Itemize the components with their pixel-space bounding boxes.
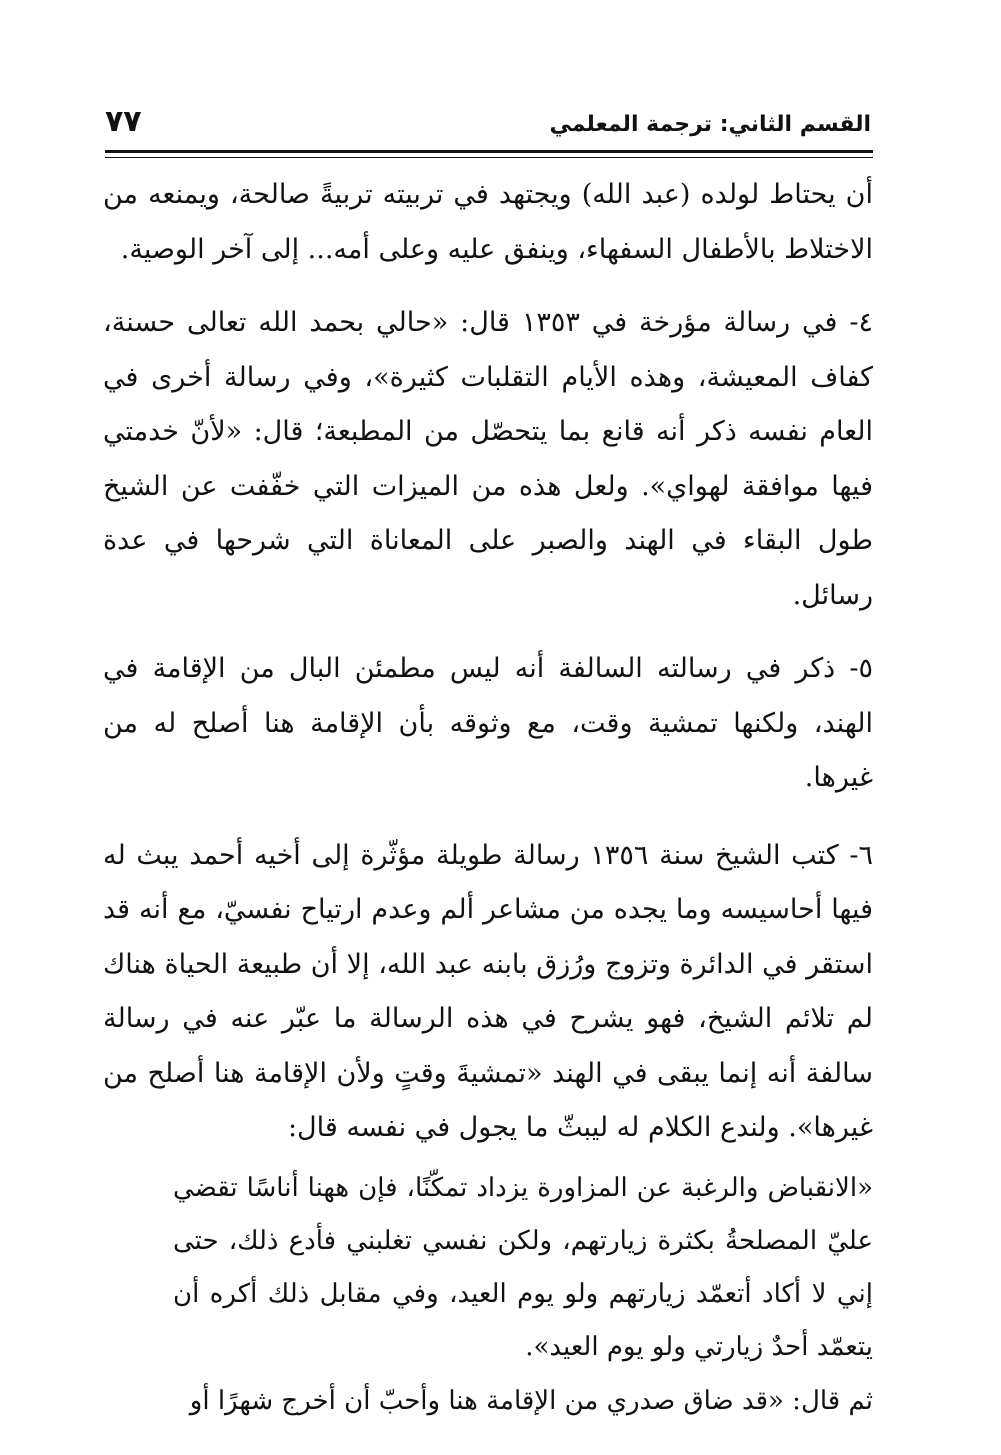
block-quote: «الانقباض والرغبة عن المزاورة يزداد تمكّنًا، فإن ههنا أناسًا تقضي عليّ المصلحةُ بكثرة زيارتهم، ولكن نفسي تغلبني فأدع ذلك، حتى إني لا أكاد أتعمّد زيارتهم ولو يوم العيد، وفي مقابل ذلك أكره أن يتعمّد أحدٌ زيارتي ولو يوم العيد». <box>173 1172 873 1362</box>
paragraph-item-6: ٦- كتب الشيخ سنة ١٣٥٦ رسالة طويلة مؤثّرة إلى أخيه أحمد يبث له فيها أحاسيسه وما يجده من مشاعر ألم وعدم ارتياح نفسيّ، مع أنه قد استقر في الدائرة وتزوج ورُزق بابنه عبد الله، إلا أن طبيعة الحياة هناك لم تلائم الشيخ، فهو يشرح في هذه الرسالة ما عبّر عنه في رسالة سالفة أنه إنما يبقى في الهند «تمشيةَ وقتٍ ولأن الإقامة هنا أصلح من غيرها». ولندع الكلام له ليبثّ ما يجول في نفسه قال: <box>103 839 873 1143</box>
page-number: ٧٧ <box>105 104 142 139</box>
paragraph-continuation: أن يحتاط لولده (عبد الله) ويجتهد في تربيته تربيةً صالحة، ويمنعه من الاختلاط بالأطفال السفهاء، وينفق عليه وعلى أمه... إلى آخر الوصية. <box>103 179 873 265</box>
page-body <box>103 168 873 1428</box>
paragraph-item-5: ٥- ذكر في رسالته السالفة أنه ليس مطمئن البال من الإقامة في الهند، ولكنها تمشية وقت، مع وثوقه بأن الإقامة هنا أصلح له من غيرها. <box>103 653 873 793</box>
header-rule-thick <box>105 150 873 153</box>
header-title: القسم الثاني: ترجمة المعلمي <box>549 112 871 137</box>
closing-line: ثم قال: «قد ضاق صدري من الإقامة هنا وأحبّ أن أخرج شهرًا أو <box>189 1385 873 1416</box>
paragraph-item-4: ٤- في رسالة مؤرخة في ١٣٥٣ قال: «حالي بحمد الله تعالى حسنة، كفاف المعيشة، وهذه الأيام التقلبات كثيرة»، وفي رسالة أخرى في العام نفسه ذكر أنه قانع بما يتحصّل من المطبعة؛ قال: «لأنّ خدمتي فيها موافقة لهواي». ولعل هذه من الميزات التي خفّفت عن الشيخ طول البقاء في الهند والصبر على المعاناة التي شرحها في عدة رسائل. <box>103 307 873 611</box>
header-rule-thin <box>105 157 873 158</box>
running-header <box>105 100 871 150</box>
